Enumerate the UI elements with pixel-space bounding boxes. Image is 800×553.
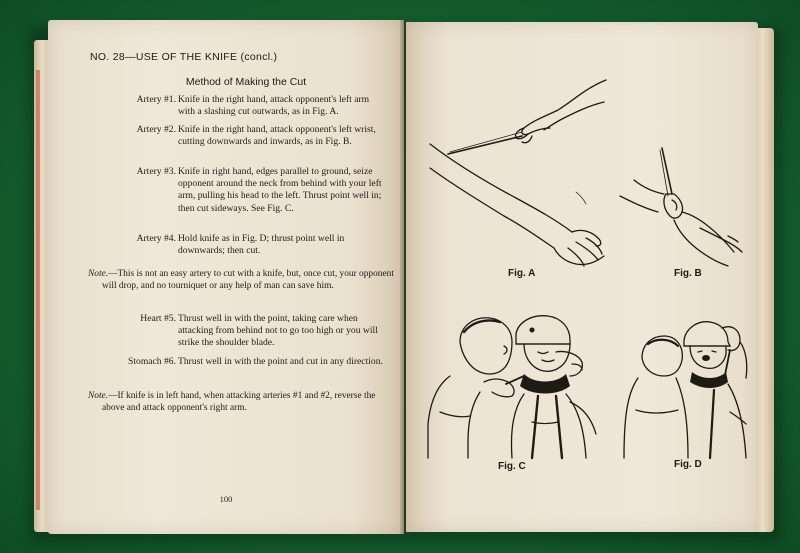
section-subheading: Method of Making the Cut [185,76,307,88]
arm-slash-illustration [426,72,616,272]
wrist-cut-illustration [616,142,746,272]
note-text: —If knife is in left hand, when attacking arteries #1 and #2, reverse the above and attack opponent's right arm. [102,391,376,413]
entry-text: Knife in the right hand, attack opponent's left arm with a slashing cut outwards, as in Fig. A. [178,94,370,118]
entry-label: Artery #4. [136,233,176,244]
entry-text: Thrust well in with the point and cut in any direction. [178,356,383,367]
entry-label: Heart #5. [140,313,176,324]
note-text: —This is not an easy artery to cut with a knife, but, once cut, your opponent will drop, and no tourniquet or any help of man can save him. [102,269,394,291]
entry-label: Artery #1. [136,94,176,105]
page-heading: NO. 28—USE OF THE KNIFE (concl.) [90,51,278,63]
entry-text: Knife in right hand, edges parallel to ground, seize opponent around the neck from behind with your left arm, pulling his head to the left. Thrust point well in; then cut sideways. See Fig. C. [178,166,382,214]
entry-label: Stomach #6. [128,356,176,367]
note-artery-4 [88,268,400,292]
note-left-hand [88,390,400,414]
entry-text: Knife in the right hand, attack opponent's left wrist, cutting downwards and inwards, as in Fig. B. [178,124,376,148]
left-page [48,20,404,534]
figure-caption-b: Fig. B [674,268,702,279]
downward-thrust-illustration [618,320,758,460]
figure-caption-c: Fig. C [498,461,526,472]
figure-caption-d: Fig. D [674,459,702,470]
entry-label: Artery #2. [136,124,176,135]
entry-text: Thrust well in with the point, taking care when attacking from behind not to go too high or you will strike the shoulder blade. [178,313,378,349]
entry-text: Hold knife as in Fig. D; thrust point well in downwards; then cut. [178,233,345,257]
right-page [406,22,758,532]
entry-label: Artery #3. [136,166,176,177]
page-number: 100 [219,494,233,504]
note-label: Note. [88,269,109,279]
note-label: Note. [88,391,109,401]
neck-hold-illustration [420,312,610,462]
figure-caption-a: Fig. A [508,268,536,279]
